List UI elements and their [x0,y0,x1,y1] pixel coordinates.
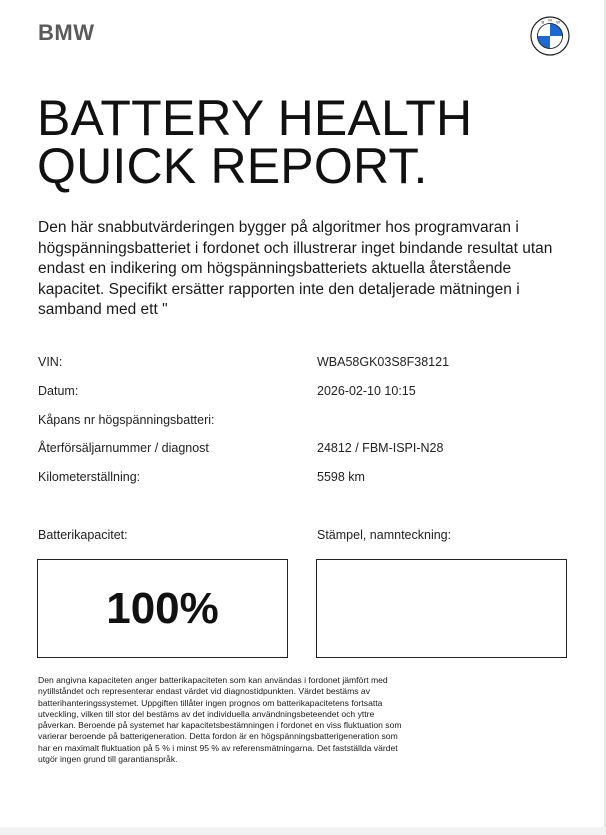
info-label: Kåpans nr högspänningsbatteri: [38,413,215,427]
svg-text:W: W [556,19,560,25]
disclaimer-text: Den angivna kapaciteten anger batterikapaciteten som kan användas i fordonet jämfört med nytillståndet och representerar endast värdet vid diagnostidpunkten. Värdet bestäms av batterihanteringssystemet. Uppgiften tillåter ingen prognos om batterikapacitetens fortsatta utveckling, vilken till stor del bestäms av det individuella användningsbeteendet och yttre påverkan. Beroende på systemet har kapacitetsbestämningen i fordonet en viss fluktuation som varierar beroende på batterigeneration. Detta fordon är en högspänningsbatterigeneration som har en maximalt fluktuation på 5 % i minst 95 % av referensmätningarna. Det fastställda värdet utgör ingen grund till garantianspråk. [38,675,402,765]
info-value: 5598 km [317,470,365,484]
info-label: Datum: [38,384,79,398]
svg-text:M: M [548,17,552,23]
battery-capacity-value: 100% [106,584,219,633]
svg-text:B: B [541,19,545,25]
info-value: 2026-02-10 10:15 [317,384,416,398]
info-label: VIN: [38,355,63,369]
intro-paragraph: Den här snabbutvärderingen bygger på algoritmer hos programvaran i högspänningsbatteriet i fordonet och illustrerar inget bindande resultat utan endast en indikering om högspänningsbatteriets aktuella återstående kapacitet. Specifikt ersätter rapporten inte den detaljerade mätningen i samband med ett " [38,219,553,319]
brand-wordmark: BMW [38,20,95,45]
battery-capacity-label: Batterikapacitet: [38,528,128,542]
stamp-signature-box [316,559,567,658]
info-value: WBA58GK03S8F38121 [317,355,450,369]
page-bottom-edge [0,827,606,835]
info-value: 24812 / FBM-ISPI-N28 [317,441,444,455]
bmw-roundel-icon [530,16,570,56]
report-title-line-2: QUICK REPORT. [37,138,428,194]
battery-capacity-box [37,559,288,658]
report-title [37,90,597,194]
info-label: Återförsäljarnummer / diagnost [38,441,209,455]
stamp-signature-label: Stämpel, namnteckning: [317,528,452,542]
report-title-line-1: BATTERY HEALTH [37,90,473,146]
info-label: Kilometerställning: [38,470,141,484]
